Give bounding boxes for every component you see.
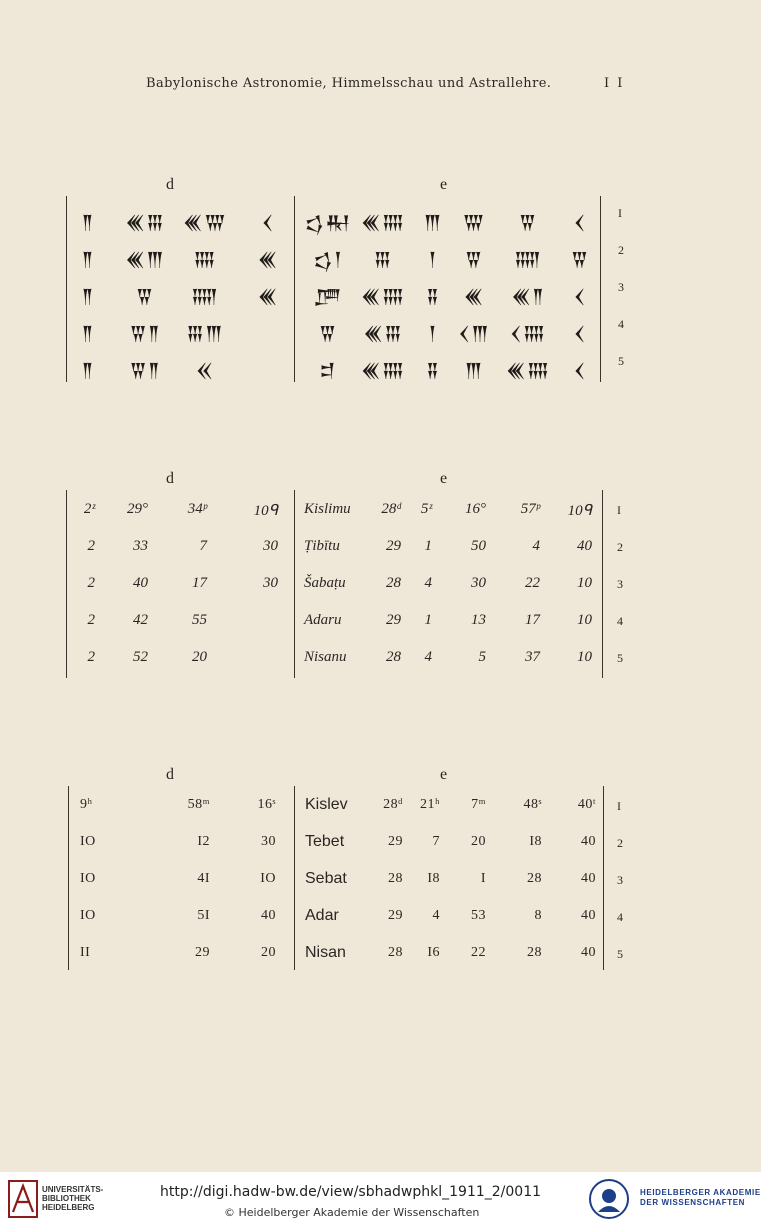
table-value: 29 [388,834,403,849]
table-value: 28ᵈ [381,501,401,517]
table-value: 53 [471,908,486,923]
table-value: 57ᵖ [520,501,540,517]
month-name: Nisanu [304,649,347,665]
table-value: 21ʰ [420,797,440,812]
table-value: 28 [388,945,403,960]
table-value: IO [80,871,96,886]
table-value: 40ᵗ [577,797,596,812]
table-value: 10ᑫ [253,503,278,519]
month-name: Kislev [305,796,348,813]
table-value: 42 [133,612,148,628]
table-value: 2ᶻ [83,501,95,517]
table-value: 40 [581,945,596,960]
cuneiform-sign: 𒐋 [373,249,393,271]
column-label-e: e [440,766,448,783]
cuneiform-sign: 𒐍 [193,249,217,271]
table-value: 34ᵖ [187,501,207,517]
table-rule [602,490,603,678]
table-value: 1 [424,612,432,628]
row-number: 5 [617,947,623,961]
row-number: 3 [618,280,624,294]
cuneiform-sign: 𒐊 [135,286,155,308]
table-value: 4 [532,538,540,554]
row-number: I [617,799,621,813]
table-value: 30 [263,538,278,554]
table-value: 2 [87,575,95,591]
table-value: 30 [263,575,278,591]
month-name: Adaru [304,612,342,628]
table-value: 28ᵈ [383,797,403,812]
month-name: Sebat [305,870,347,887]
month-name: Tebet [305,833,345,850]
table-value: 29 [388,908,403,923]
cuneiform-sign: 𒌍𒐋 [125,212,165,234]
table-value: 30 [471,575,486,591]
table-value: 4 [424,575,432,591]
table-value: 10 [577,612,592,628]
cuneiform-sign: 𒌋 [261,212,275,234]
cuneiform-sign: 𒐊 [518,212,538,234]
table-value: 40 [581,908,596,923]
digitization-footer [0,1172,761,1226]
table-value: 20 [192,649,207,665]
cuneiform-sign: 𒌓𒁹 [313,249,343,271]
table-value: 4 [424,649,432,665]
table-value: 50 [471,538,486,554]
table-value: 1 [424,538,432,554]
cuneiform-sign: 𒄑 [319,360,337,382]
column-label-d: d [166,176,174,193]
table-value: 40 [581,834,596,849]
cuneiform-sign: 𒌍 [463,286,485,308]
cuneiform-sign: 𒐈 [423,212,443,234]
column-label-d: d [166,470,174,487]
table-value: 5 [478,649,486,665]
academy-logo-text: HEIDELBERGER AKADEMIE DER WISSENSCHAFTEN [640,1188,761,1207]
cuneiform-sign: 𒌍𒐍 [360,360,406,382]
running-title: Babylonische Astronomie, Himmelsschau und Astrallehre. [146,76,552,91]
table-value: IO [260,871,276,886]
table-value: 13 [471,612,486,628]
cuneiform-sign: 𒌍 [257,286,279,308]
cuneiform-sign: 𒌍𒐍 [360,286,406,308]
cuneiform-sign: 𒌓𒊑 [304,212,352,234]
cuneiform-sign: 𒌋𒐈 [458,323,490,345]
library-logo-icon [8,1180,38,1218]
cuneiform-sign: 𒈫 [81,286,95,308]
row-number: 2 [617,540,623,554]
table-value: 8 [534,908,542,923]
table-value: 28 [527,945,542,960]
cuneiform-sign: 𒌍 [257,249,279,271]
cuneiform-sign: 𒌋 [573,286,587,308]
table-value: 10 [577,575,592,591]
table-value: 20 [471,834,486,849]
cuneiform-sign: 𒌋𒐍 [509,323,547,345]
table-value: 22 [525,575,540,591]
table-rule [294,786,295,970]
cuneiform-sign: 𒁹 [428,323,438,345]
copyright-notice: © Heidelberger Akademie der Wissenschaften [224,1206,480,1219]
row-number: 4 [617,910,623,924]
cuneiform-sign: 𒈫 [81,212,95,234]
table-value: I8 [529,834,542,849]
month-name: Šabaṭu [304,575,346,591]
table-value: 9ʰ [80,797,93,812]
cuneiform-sign: 𒌍𒐈 [125,249,165,271]
cuneiform-sign: 𒌋 [573,212,587,234]
cuneiform-sign: 𒐊 [318,323,338,345]
table-value: 29° [127,501,148,517]
running-header [0,76,761,98]
table-value: 5ᶻ [420,501,432,517]
column-label-e: e [440,176,448,193]
month-name: Nisan [305,944,346,961]
row-number: 5 [618,354,624,368]
table-value: 20 [261,945,276,960]
cuneiform-sign: 𒁹 [428,249,438,271]
row-number: I [618,206,622,220]
table-value: 28 [386,575,401,591]
cuneiform-sign: 𒈫 [81,360,95,382]
row-number: 4 [617,614,623,628]
row-number: 5 [617,651,623,665]
table-value: 40 [577,538,592,554]
table-value: 29 [386,612,401,628]
row-number: 2 [617,836,623,850]
table-value: 40 [581,871,596,886]
table-value: 30 [261,834,276,849]
table-value: 40 [133,575,148,591]
academy-seal-icon [588,1178,630,1220]
cuneiform-sign: 𒌋 [573,360,587,382]
row-number: I [617,503,621,517]
table-value: I8 [427,871,440,886]
table-value: 4I [197,871,210,886]
table-value: 29 [195,945,210,960]
cuneiform-sign: 𒐊 [570,249,590,271]
table-value: 55 [192,612,207,628]
table-value: 40 [261,908,276,923]
table-value: 28 [386,649,401,665]
cuneiform-sign: 𒌋 [573,323,587,345]
month-name: Ṭibītu [304,538,340,554]
table-value: 22 [471,945,486,960]
table-value: 2 [87,649,95,665]
table-value: 4 [432,908,440,923]
table-value: 52 [133,649,148,665]
table-value: 48ˢ [523,797,542,812]
row-number: 4 [618,317,624,331]
cuneiform-sign: 𒎙 [195,360,215,382]
table-value: II [80,945,91,960]
table-value: 7ᵐ [471,797,486,812]
table-value: I6 [427,945,440,960]
column-label-d: d [166,766,174,783]
table-value: 58ᵐ [187,797,210,812]
table-value: 28 [388,871,403,886]
permalink-url[interactable]: http://digi.hadw-bw.de/view/sbhadwphkl_1911_2/0011 [160,1184,542,1200]
table-value: 10 [577,649,592,665]
column-label-e: e [440,470,448,487]
cuneiform-sign: 𒐊 [464,249,484,271]
table-value: 29 [386,538,401,554]
cuneiform-sign: 𒐈 [464,360,484,382]
cuneiform-sign: 𒐎 [513,249,543,271]
cuneiform-sign: 𒌍𒈫 [511,286,545,308]
table-rule [66,490,67,678]
row-number: 2 [618,243,624,257]
table-value: IO [80,834,96,849]
cuneiform-sign: 𒐋𒐈 [186,323,224,345]
table-rule [603,786,604,970]
library-logo-text: UNIVERSITÄTS- BIBLIOTHEK HEIDELBERG [42,1185,104,1212]
page-number: I I [604,76,625,91]
cuneiform-sign: 𒌍𒐋 [363,323,403,345]
row-number: 3 [617,873,623,887]
table-value: 17 [525,612,540,628]
cuneiform-sign: 𒐎 [190,286,220,308]
cuneiform-sign: 𒂆 [313,286,343,308]
cuneiform-sign: 𒌍𒐍 [505,360,551,382]
cuneiform-sign: 𒐉 [426,360,440,382]
table-rule [68,786,69,970]
table-value: 16ˢ [257,797,276,812]
table-value: 10ᑫ [567,503,592,519]
table-value: 16° [465,501,486,517]
cuneiform-sign: 𒐊𒈫 [129,360,161,382]
cuneiform-sign: 𒐌 [462,212,486,234]
table-value: 37 [525,649,540,665]
table-value: I2 [197,834,210,849]
cuneiform-sign: 𒌍𒐌 [182,212,228,234]
month-name: Adar [305,907,339,924]
month-name: Kislimu [304,501,351,517]
table-value: 2 [87,612,95,628]
cuneiform-sign: 𒈫 [81,249,95,271]
row-number: 3 [617,577,623,591]
cuneiform-sign: 𒈫 [81,323,95,345]
table-value: I [480,871,486,886]
cuneiform-sign: 𒐉 [426,286,440,308]
table-value: 33 [133,538,148,554]
table-value: 5I [197,908,210,923]
cuneiform-sign: 𒐊𒈫 [129,323,161,345]
table-value: 28 [527,871,542,886]
table-value: IO [80,908,96,923]
table-value: 2 [87,538,95,554]
table-rule [294,490,295,678]
table-value: 7 [199,538,207,554]
table-value: 17 [192,575,207,591]
cuneiform-sign: 𒌍𒐍 [360,212,406,234]
table-value: 7 [432,834,440,849]
